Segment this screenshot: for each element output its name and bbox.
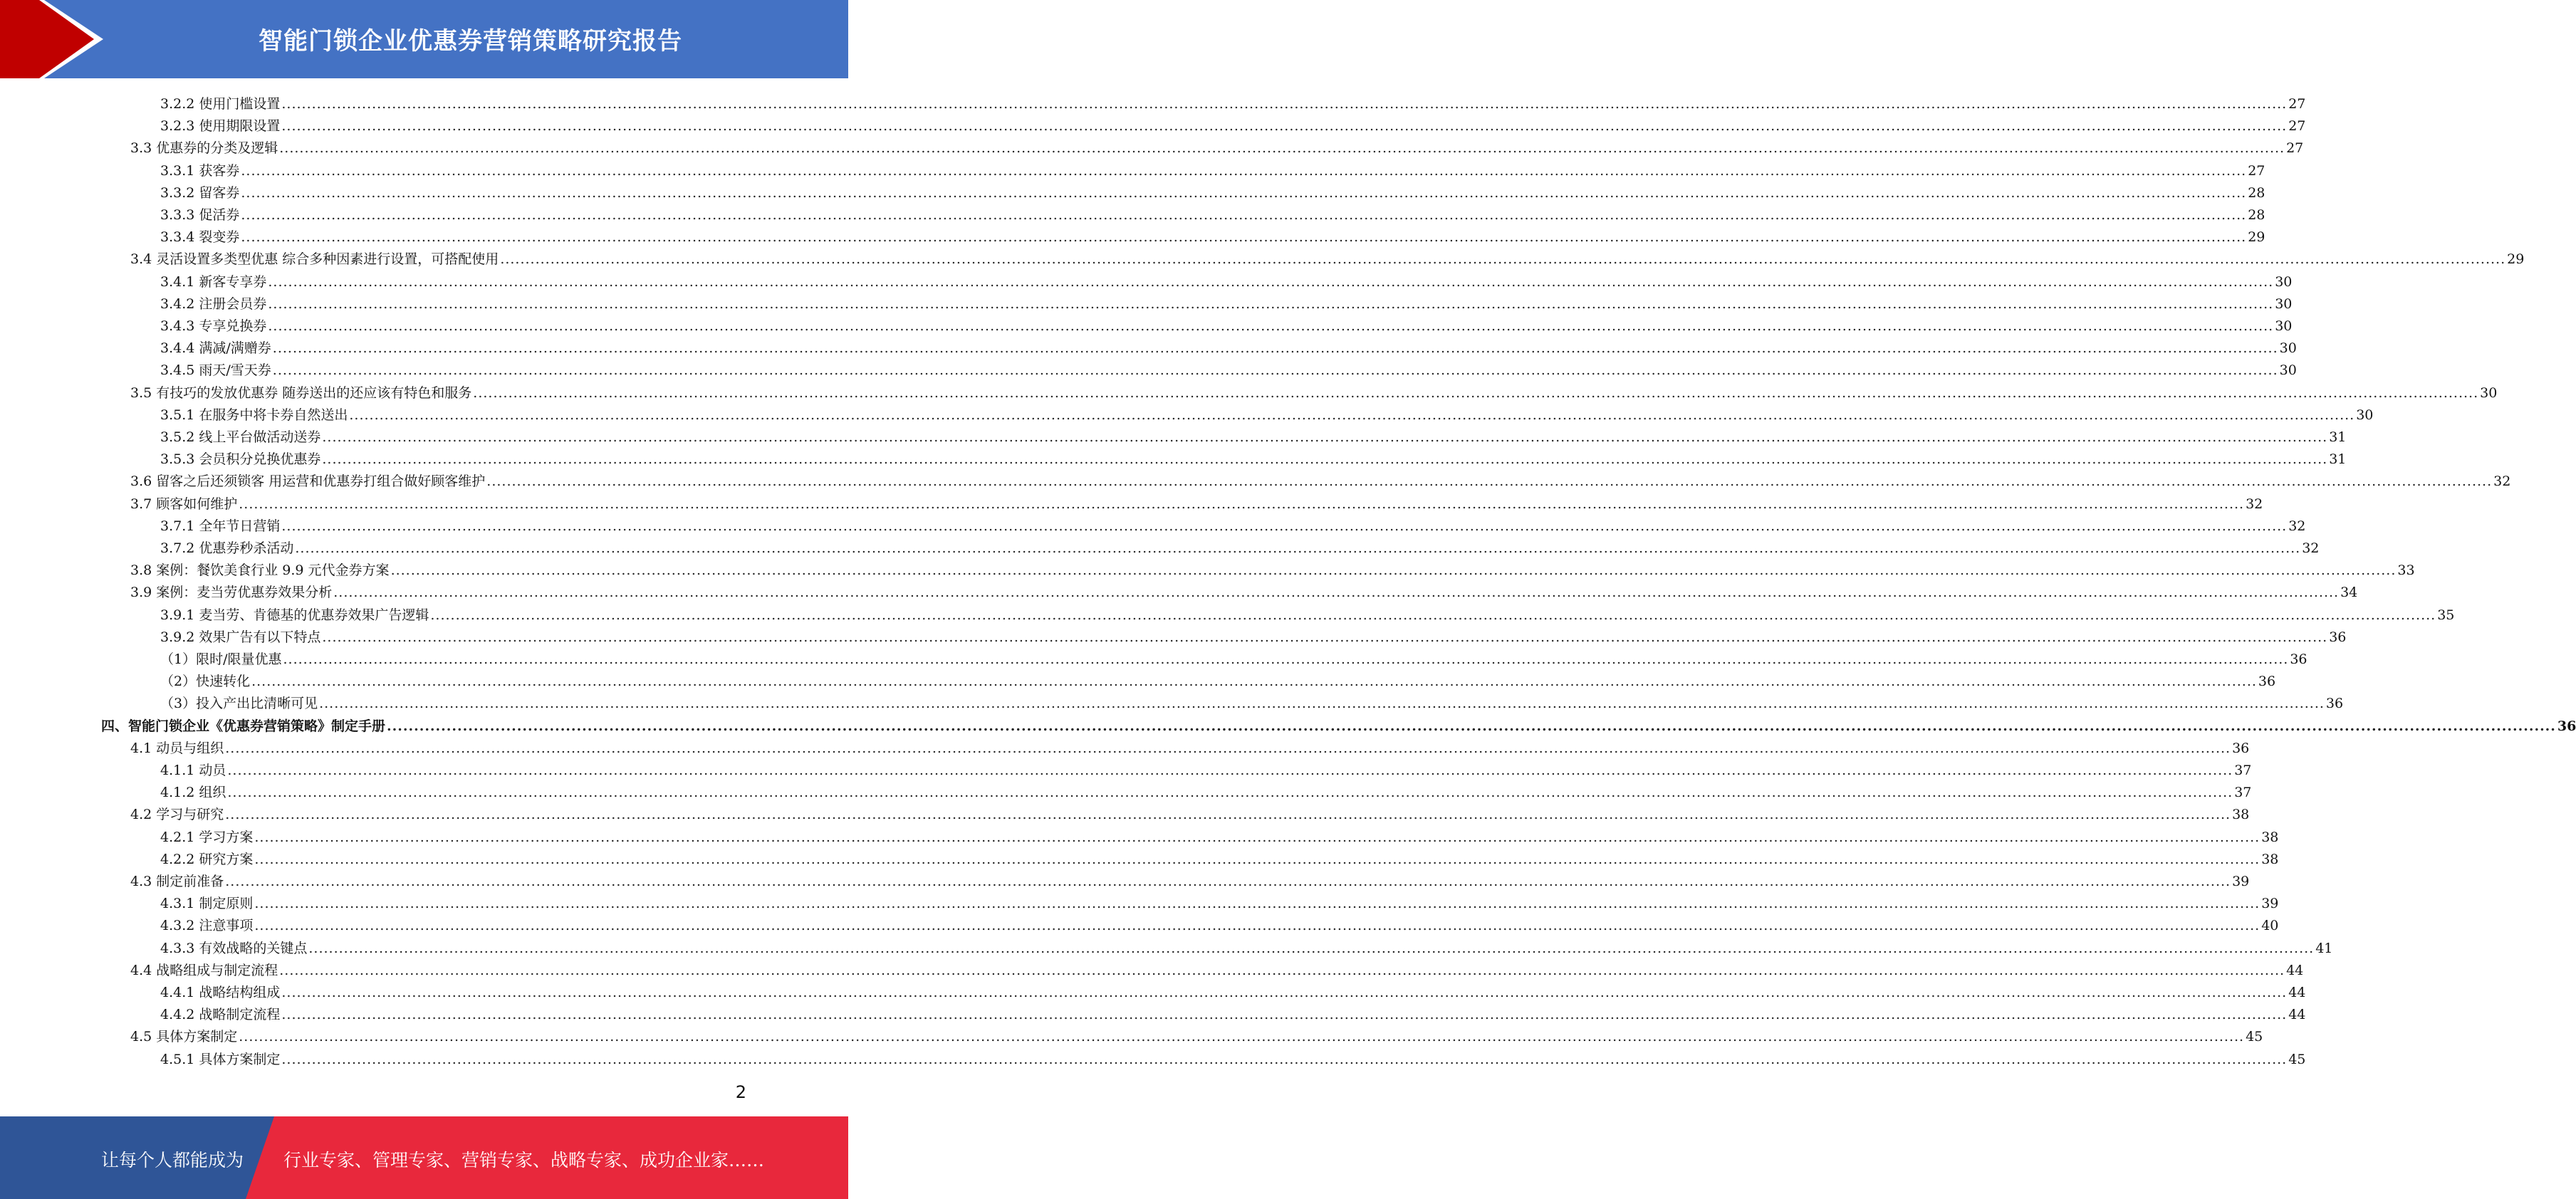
toc-entry-page: 29 (2507, 251, 2525, 268)
toc-leader-dots: ................................................................................................................................................................................................................................................................................................................................................................................................................ (430, 607, 2436, 623)
toc-entry[interactable] (160, 90, 2306, 112)
toc-entry-page: 31 (2329, 429, 2347, 445)
toc-entry-page: 44 (2286, 962, 2304, 978)
toc-entry-label: 3.5.3 会员积分兑换优惠券 (160, 451, 321, 468)
toc-leader-dots: ................................................................................................................................................................................................................................................................................................................................................................................................................ (225, 740, 2231, 756)
toc-entry-page: 30 (2279, 362, 2297, 379)
toc-entry-label: 4.4.2 战略制定流程 (160, 1007, 281, 1023)
toc-leader-dots: ................................................................................................................................................................................................................................................................................................................................................................................................................ (281, 985, 2288, 1000)
page-footer (0, 1116, 848, 1199)
toc-entry-label: 3.3.3 促活券 (160, 207, 240, 223)
toc-entry-page: 36 (2290, 651, 2308, 667)
toc-entry-page: 27 (2286, 140, 2304, 157)
toc-entry-page: 32 (2246, 496, 2263, 512)
toc-leader-dots: ................................................................................................................................................................................................................................................................................................................................................................................................................ (281, 518, 2288, 534)
toc-entry-page: 36 (2232, 740, 2250, 756)
toc-entry-label: 4.4 战略组成与制定流程 (130, 962, 278, 978)
toc-leader-dots: ................................................................................................................................................................................................................................................................................................................................................................................................................ (295, 540, 2301, 556)
toc-entry[interactable] (160, 602, 2455, 624)
toc-entry[interactable] (160, 357, 2297, 379)
toc-entry[interactable] (160, 313, 2293, 335)
page-header (0, 0, 848, 78)
toc-entry-label: 4.3.3 有效战略的关键点 (160, 940, 308, 956)
toc-entry-page: 34 (2340, 585, 2358, 601)
toc-leader-dots: ................................................................................................................................................................................................................................................................................................................................................................................................................ (241, 207, 2247, 223)
toc-leader-dots: ................................................................................................................................................................................................................................................................................................................................................................................................................ (281, 1007, 2288, 1023)
toc-leader-dots: ................................................................................................................................................................................................................................................................................................................................................................................................................ (225, 874, 2231, 889)
toc-entry-page: 35 (2437, 607, 2455, 623)
toc-entry-label: 3.4.4 满减/满赠券 (160, 340, 271, 357)
toc-entry-page: 27 (2288, 96, 2306, 112)
toc-entry-page: 28 (2248, 184, 2265, 201)
toc-entry-label: 3.7.1 全年节日营销 (160, 518, 281, 534)
toc-leader-dots: ................................................................................................................................................................................................................................................................................................................................................................................................................ (241, 229, 2247, 246)
toc-entry-page: 30 (2279, 340, 2297, 357)
toc-entry[interactable] (130, 246, 2525, 268)
toc-entry[interactable] (160, 779, 2252, 801)
toc-entry[interactable] (130, 735, 2250, 757)
toc-entry-page: 41 (2315, 940, 2333, 956)
toc-entry[interactable] (130, 491, 2263, 513)
toc-entry[interactable] (160, 668, 2276, 690)
toc-entry-label: （3）投入产出比清晰可见 (160, 696, 318, 712)
toc-leader-dots: ................................................................................................................................................................................................................................................................................................................................................................................................................ (390, 562, 2397, 579)
toc-leader-dots: ................................................................................................................................................................................................................................................................................................................................................................................................................ (319, 696, 2325, 712)
toc-entry-label: 4.4.1 战略结构组成 (160, 985, 281, 1000)
toc-entry-label: 4.3 制定前准备 (130, 874, 224, 889)
toc-entry-page: 30 (2356, 407, 2374, 423)
toc-leader-dots: ................................................................................................................................................................................................................................................................................................................................................................................................................ (227, 785, 2233, 801)
toc-entry[interactable] (160, 290, 2293, 313)
toc-entry[interactable] (130, 579, 2358, 601)
toc-entry[interactable] (160, 646, 2308, 668)
toc-entry[interactable] (130, 957, 2304, 979)
toc-entry-label: 3.8 案例：餐饮美食行业 9.9 元代金券方案 (130, 562, 390, 579)
toc-entry[interactable] (160, 268, 2293, 290)
toc-leader-dots: ................................................................................................................................................................................................................................................................................................................................................................................................................ (387, 718, 2556, 734)
toc-entry[interactable] (160, 402, 2374, 424)
toc-entry-label: 4.2 学习与研究 (130, 807, 224, 823)
toc-entry-page: 44 (2288, 1007, 2306, 1023)
toc-entry[interactable] (130, 468, 2511, 490)
toc-leader-dots: ................................................................................................................................................................................................................................................................................................................................................................................................................ (486, 473, 2493, 490)
footer-slogan-right: 行业专家、管理专家、营销专家、战略专家、成功企业家…… (283, 1150, 765, 1171)
toc-entry-label: 3.4.1 新客专享券 (160, 273, 267, 290)
toc-entry-page: 37 (2234, 785, 2252, 801)
toc-leader-dots: ................................................................................................................................................................................................................................................................................................................................................................................................................ (279, 962, 2285, 978)
toc-entry-page: 44 (2288, 985, 2306, 1000)
toc-leader-dots: ................................................................................................................................................................................................................................................................................................................................................................................................................ (308, 940, 2315, 956)
toc-entry[interactable] (160, 824, 2279, 846)
toc-entry-page: 36 (2325, 696, 2344, 712)
toc-entry-page: 37 (2234, 763, 2252, 778)
toc-entry[interactable] (160, 624, 2347, 646)
toc-entry-page: 27 (2248, 162, 2265, 179)
toc-leader-dots: ................................................................................................................................................................................................................................................................................................................................................................................................................ (254, 851, 2260, 867)
toc-entry-label: 3.3 优惠券的分类及逻辑 (130, 140, 278, 157)
toc-entry-label: （1）限时/限量优惠 (160, 651, 282, 667)
toc-entry-label: 3.4.5 雨天/雪天券 (160, 362, 271, 379)
toc-leader-dots: ................................................................................................................................................................................................................................................................................................................................................................................................................ (254, 896, 2260, 912)
toc-leader-dots: ................................................................................................................................................................................................................................................................................................................................................................................................................ (225, 807, 2231, 823)
toc-entry[interactable] (160, 424, 2347, 446)
toc-leader-dots: ................................................................................................................................................................................................................................................................................................................................................................................................................ (500, 251, 2506, 268)
toc-entry-page: 30 (2275, 273, 2293, 290)
toc-entry-label: 4.1 动员与组织 (130, 740, 224, 756)
toc-leader-dots: ................................................................................................................................................................................................................................................................................................................................................................................................................ (283, 651, 2289, 667)
toc-entry-page: 36 (2258, 674, 2276, 690)
toc-leader-dots: ................................................................................................................................................................................................................................................................................................................................................................................................................ (281, 118, 2288, 135)
page-number: 2 (735, 1082, 746, 1102)
toc-entry-label: 4.3.1 制定原则 (160, 896, 254, 912)
toc-entry-label: 3.3.4 裂变券 (160, 229, 240, 246)
toc-entry[interactable] (130, 868, 2250, 890)
toc-entry-page: 38 (2232, 807, 2250, 823)
toc-entry-label: 4.2.2 研究方案 (160, 851, 254, 867)
toc-leader-dots: ................................................................................................................................................................................................................................................................................................................................................................................................................ (239, 1029, 2245, 1045)
toc-leader-dots: ................................................................................................................................................................................................................................................................................................................................................................................................................ (268, 273, 2274, 290)
toc-entry-label: 3.4.2 注册会员券 (160, 295, 267, 312)
toc-entry-label: 3.3.1 获客券 (160, 162, 240, 179)
toc-entry[interactable] (160, 690, 2344, 712)
toc-entry-page: 36 (2557, 718, 2576, 734)
toc-entry[interactable] (130, 557, 2415, 579)
footer-slogan-left: 让每个人都能成为 (101, 1150, 244, 1171)
toc-entry-label: 3.2.2 使用门槛设置 (160, 96, 281, 112)
toc-leader-dots: ................................................................................................................................................................................................................................................................................................................................................................................................................ (227, 763, 2233, 778)
toc-entry-label: 4.5.1 具体方案制定 (160, 1051, 281, 1067)
toc-entry[interactable] (160, 979, 2306, 1001)
toc-entry[interactable] (160, 446, 2347, 468)
document-title: 智能门锁企业优惠券营销策略研究报告 (259, 27, 682, 56)
toc-leader-dots: ................................................................................................................................................................................................................................................................................................................................................................................................................ (281, 96, 2288, 112)
toc-entry-label: 3.5.2 线上平台做活动送券 (160, 429, 321, 445)
toc-leader-dots: ................................................................................................................................................................................................................................................................................................................................................................................................................ (268, 295, 2274, 312)
toc-entry-label: 3.2.3 使用期限设置 (160, 118, 281, 135)
toc-entry-label: 3.9.1 麦当劳、肯德基的优惠券效果广告逻辑 (160, 607, 429, 623)
toc-entry[interactable] (160, 1001, 2306, 1023)
toc-leader-dots: ................................................................................................................................................................................................................................................................................................................................................................................................................ (241, 184, 2247, 201)
toc-entry-page: 36 (2329, 629, 2347, 645)
toc-entry-page: 38 (2261, 851, 2279, 867)
toc-entry-page: 29 (2248, 229, 2265, 246)
toc-entry-label: 4.3.2 注意事项 (160, 918, 254, 934)
toc-entry[interactable] (160, 1046, 2306, 1068)
toc-entry-label: 3.4 灵活设置多类型优惠 综合多种因素进行设置，可搭配使用 (130, 251, 499, 268)
toc-entry-page: 45 (2288, 1051, 2306, 1067)
toc-entry-label: 3.4.3 专享兑换券 (160, 318, 267, 334)
toc-leader-dots: ................................................................................................................................................................................................................................................................................................................................................................................................................ (254, 829, 2260, 845)
toc-entry[interactable] (130, 379, 2498, 402)
toc-entry[interactable] (160, 890, 2279, 912)
toc-entry[interactable] (160, 335, 2297, 357)
toc-entry-page: 30 (2275, 295, 2293, 312)
toc-entry[interactable] (160, 157, 2265, 179)
toc-entry[interactable] (130, 801, 2250, 823)
toc-entry-label: 3.6 留客之后还须锁客 用运营和优惠券打组合做好顾客维护 (130, 473, 486, 490)
toc-leader-dots: ................................................................................................................................................................................................................................................................................................................................................................................................................ (322, 629, 2328, 645)
toc-entry-page: 27 (2288, 118, 2306, 135)
toc-entry-label: 3.9 案例：麦当劳优惠券效果分析 (130, 585, 333, 601)
toc-entry[interactable] (160, 935, 2333, 957)
toc-entry[interactable] (160, 112, 2306, 135)
toc-entry-label: 四、智能门锁企业《优惠券营销策略》制定手册 (101, 718, 386, 734)
toc-entry-page: 31 (2329, 451, 2347, 468)
toc-leader-dots: ................................................................................................................................................................................................................................................................................................................................................................................................................ (254, 918, 2260, 934)
toc-leader-dots: ................................................................................................................................................................................................................................................................................................................................................................................................................ (239, 496, 2245, 512)
toc-entry-label: 3.5.1 在服务中将卡券自然送出 (160, 407, 348, 423)
toc-entry-page: 33 (2397, 562, 2415, 579)
toc-entry[interactable] (130, 1023, 2263, 1045)
toc-leader-dots: ................................................................................................................................................................................................................................................................................................................................................................................................................ (272, 362, 2278, 379)
toc-entry[interactable] (160, 179, 2265, 201)
toc-entry-page: 38 (2261, 829, 2279, 845)
toc-leader-dots: ................................................................................................................................................................................................................................................................................................................................................................................................................ (322, 429, 2328, 445)
toc-entry[interactable] (160, 757, 2252, 779)
toc-entry-label: （2）快速转化 (160, 674, 251, 690)
toc-entry-page: 30 (2275, 318, 2293, 334)
toc-entry-page: 40 (2261, 918, 2279, 934)
toc-entry[interactable] (160, 224, 2265, 246)
toc-entry[interactable] (160, 201, 2265, 224)
toc-entry-label: 3.7 顾客如何维护 (130, 496, 238, 512)
toc-entry-page: 32 (2288, 518, 2306, 534)
toc-leader-dots: ................................................................................................................................................................................................................................................................................................................................................................................................................ (241, 162, 2247, 179)
toc-leader-dots: ................................................................................................................................................................................................................................................................................................................................................................................................................ (281, 1051, 2288, 1067)
toc-leader-dots: ................................................................................................................................................................................................................................................................................................................................................................................................................ (251, 674, 2257, 690)
toc-entry-page: 30 (2480, 384, 2498, 401)
toc-entry-page: 39 (2261, 896, 2279, 912)
toc-entry[interactable] (160, 535, 2320, 557)
toc-entry-label: 3.5 有技巧的发放优惠券 随券送出的还应该有特色和服务 (130, 384, 472, 401)
toc-entry-label: 3.3.2 留客券 (160, 184, 240, 201)
toc-leader-dots: ................................................................................................................................................................................................................................................................................................................................................................................................................ (322, 451, 2328, 468)
toc-entry-label: 4.1.1 动员 (160, 763, 226, 778)
toc-entry[interactable] (160, 513, 2306, 535)
toc-entry-page: 32 (2493, 473, 2511, 490)
toc-entry-page: 32 (2302, 540, 2320, 556)
toc-leader-dots: ................................................................................................................................................................................................................................................................................................................................................................................................................ (349, 407, 2355, 423)
toc-leader-dots: ................................................................................................................................................................................................................................................................................................................................................................................................................ (473, 384, 2479, 401)
toc-leader-dots: ................................................................................................................................................................................................................................................................................................................................................................................................................ (268, 318, 2274, 334)
toc-entry-label: 4.2.1 学习方案 (160, 829, 254, 845)
toc-entry[interactable] (130, 135, 2304, 157)
toc-entry-label: 3.7.2 优惠券秒杀活动 (160, 540, 294, 556)
toc-entry-page: 39 (2232, 874, 2250, 889)
toc-entry-page: 28 (2248, 207, 2265, 223)
toc-entry-label: 3.9.2 效果广告有以下特点 (160, 629, 321, 645)
toc-entry[interactable] (160, 846, 2279, 868)
toc-leader-dots: ................................................................................................................................................................................................................................................................................................................................................................................................................ (333, 585, 2340, 601)
toc-entry-page: 45 (2246, 1029, 2263, 1045)
toc-entry-label: 4.1.2 组织 (160, 785, 226, 801)
toc-leader-dots: ................................................................................................................................................................................................................................................................................................................................................................................................................ (272, 340, 2278, 357)
toc-entry[interactable] (101, 713, 2576, 735)
toc-entry-label: 4.5 具体方案制定 (130, 1029, 238, 1045)
toc-leader-dots: ................................................................................................................................................................................................................................................................................................................................................................................................................ (279, 140, 2285, 157)
toc-entry[interactable] (160, 912, 2279, 934)
